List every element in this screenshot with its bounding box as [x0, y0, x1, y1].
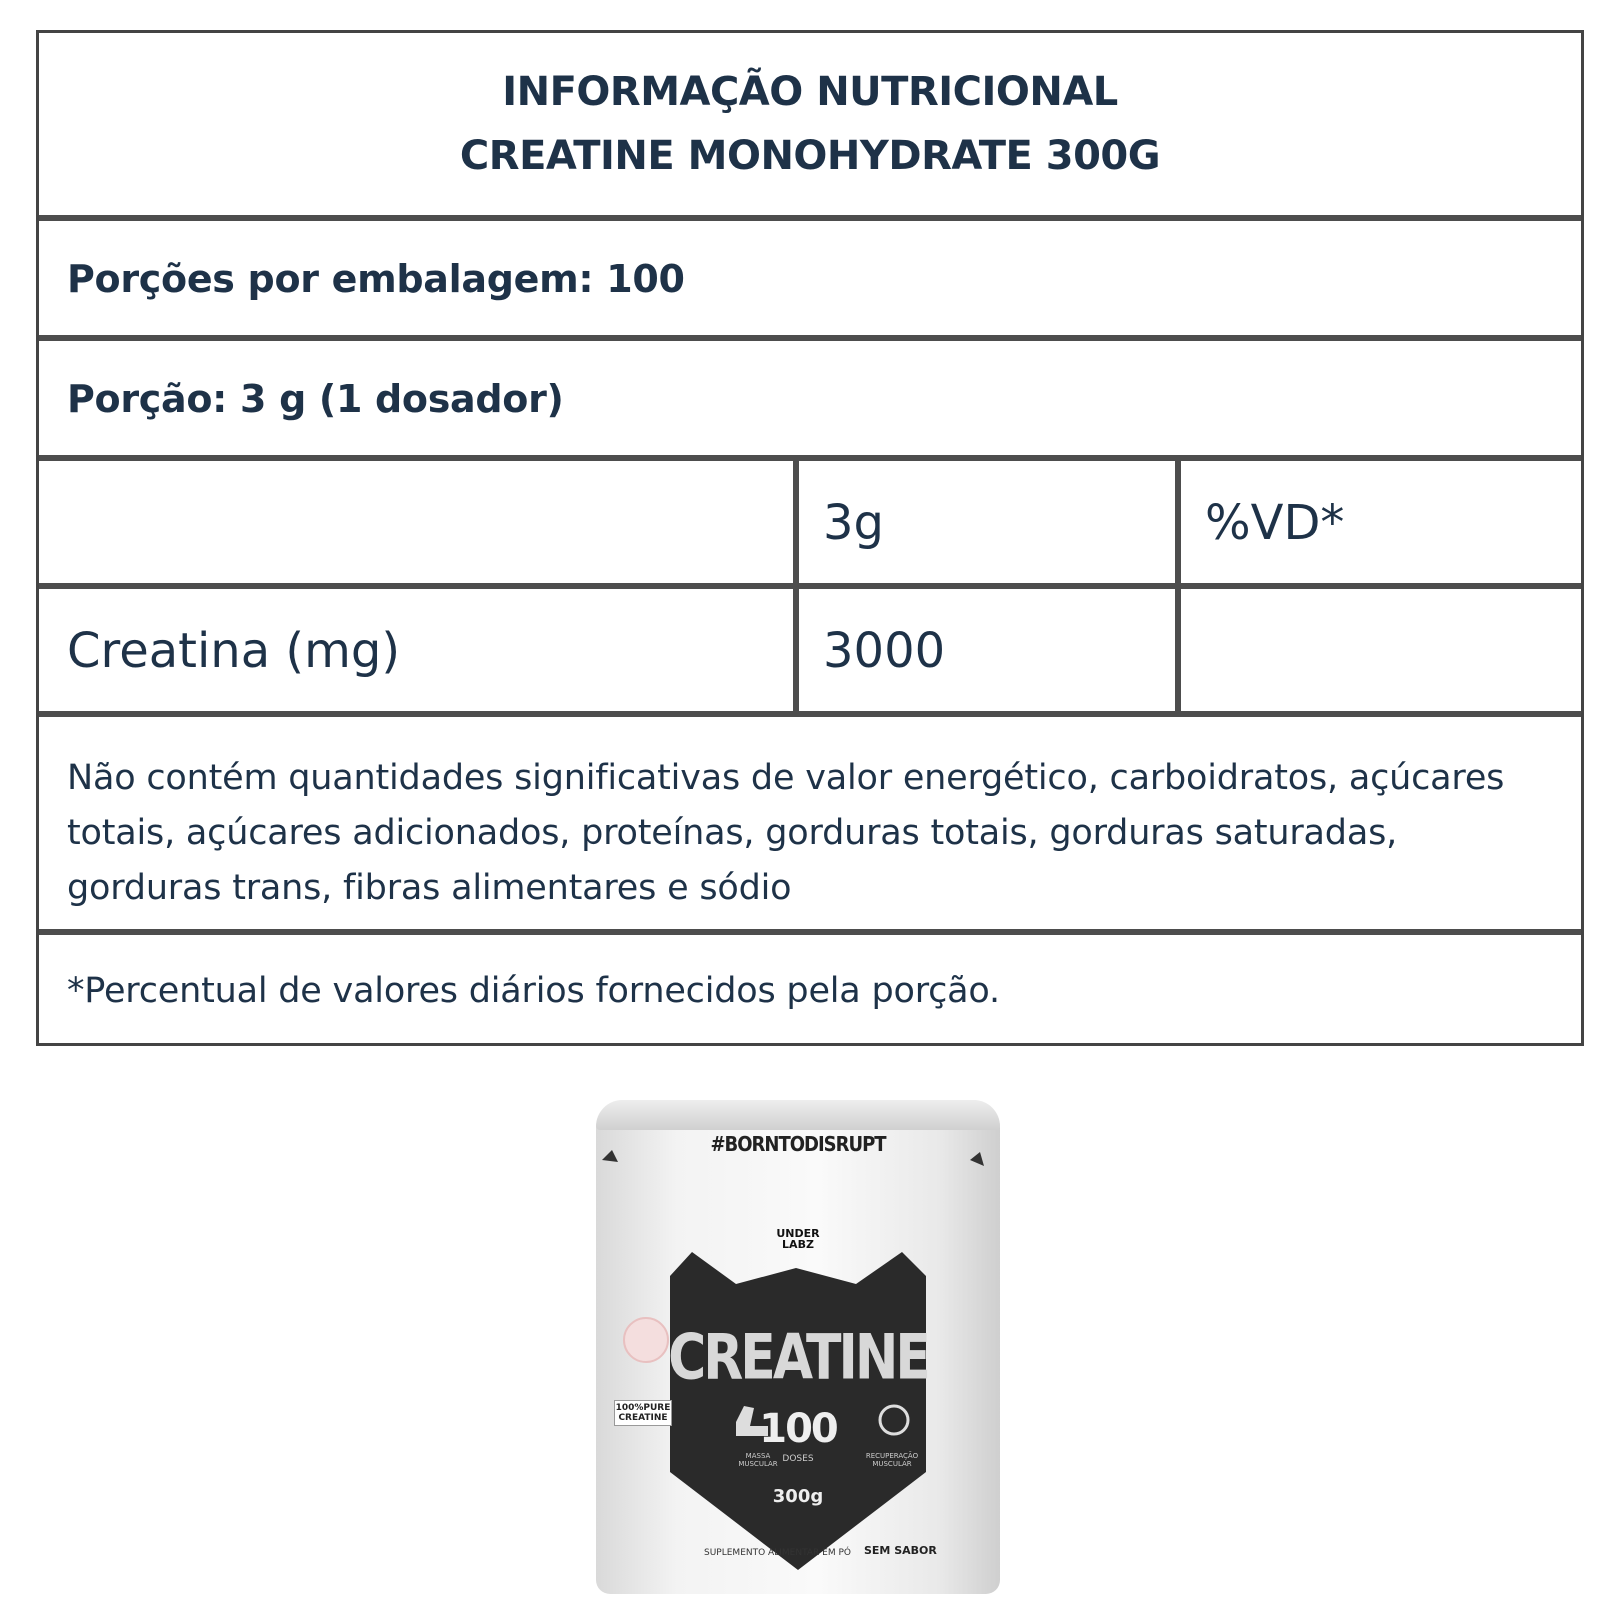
product-tagline: #BORNTODISRUPT: [710, 1132, 886, 1156]
footnote-row: [39, 935, 1581, 1045]
serving-size: Porção: 3 g (1 dosador): [67, 377, 564, 421]
portion-row: [39, 341, 1581, 461]
nutrition-table: [36, 30, 1584, 1046]
cell-nutrient: [39, 589, 799, 711]
product-name: CREATINE: [668, 1322, 928, 1394]
header-cell-dv: [1181, 461, 1581, 583]
nutrition-title-row: [39, 33, 1581, 221]
header-cell-nutrient: [39, 461, 799, 583]
table-row: [39, 589, 1581, 717]
product-type: SUPLEMENTO ALIMENTAR EM PÓ: [704, 1548, 851, 1558]
recovery-badge: RECUPERAÇÃO MUSCULAR: [865, 1452, 919, 1468]
doses-label: DOSES: [782, 1454, 814, 1464]
muscle-mass-badge: MASSA MUSCULAR: [738, 1452, 778, 1468]
product-weight: 300g: [772, 1486, 824, 1507]
nutrition-note: Não contém quantidades significativas de valor energético, carboidratos, açúcares totais, açúcares adicionados, proteínas, gorduras totais, gorduras saturadas, gorduras trans, fibras alimentares e sódio: [67, 758, 1505, 908]
purity-badge: 100%PURE CREATINE: [614, 1400, 672, 1426]
nutrient-amount: 3000: [823, 623, 946, 679]
table-header-row: [39, 461, 1581, 589]
header-cell-amount: [799, 461, 1181, 583]
flavor-label: SEM SABOR: [864, 1544, 937, 1557]
product-title: CREATINE MONOHYDRATE 300G: [459, 133, 1161, 179]
brand-logo: UNDER LABZ: [776, 1227, 820, 1251]
nutrition-title: INFORMAÇÃO NUTRICIONAL: [502, 69, 1118, 115]
servings-row: [39, 221, 1581, 341]
footnote: *Percentual de valores diários fornecidos pela porção.: [67, 971, 1000, 1011]
nutrient-name: Creatina (mg): [67, 623, 401, 679]
note-row: [39, 717, 1581, 935]
product-jar-image: [596, 1100, 1000, 1594]
cell-dv: [1181, 589, 1581, 711]
header-dv-label: %VD*: [1205, 495, 1345, 551]
cell-amount: [799, 589, 1181, 711]
servings-per-package: Porções por embalagem: 100: [67, 257, 685, 301]
jar-lid: [596, 1100, 1000, 1130]
header-amount-label: 3g: [823, 495, 885, 551]
doses-number: 100: [759, 1406, 837, 1452]
